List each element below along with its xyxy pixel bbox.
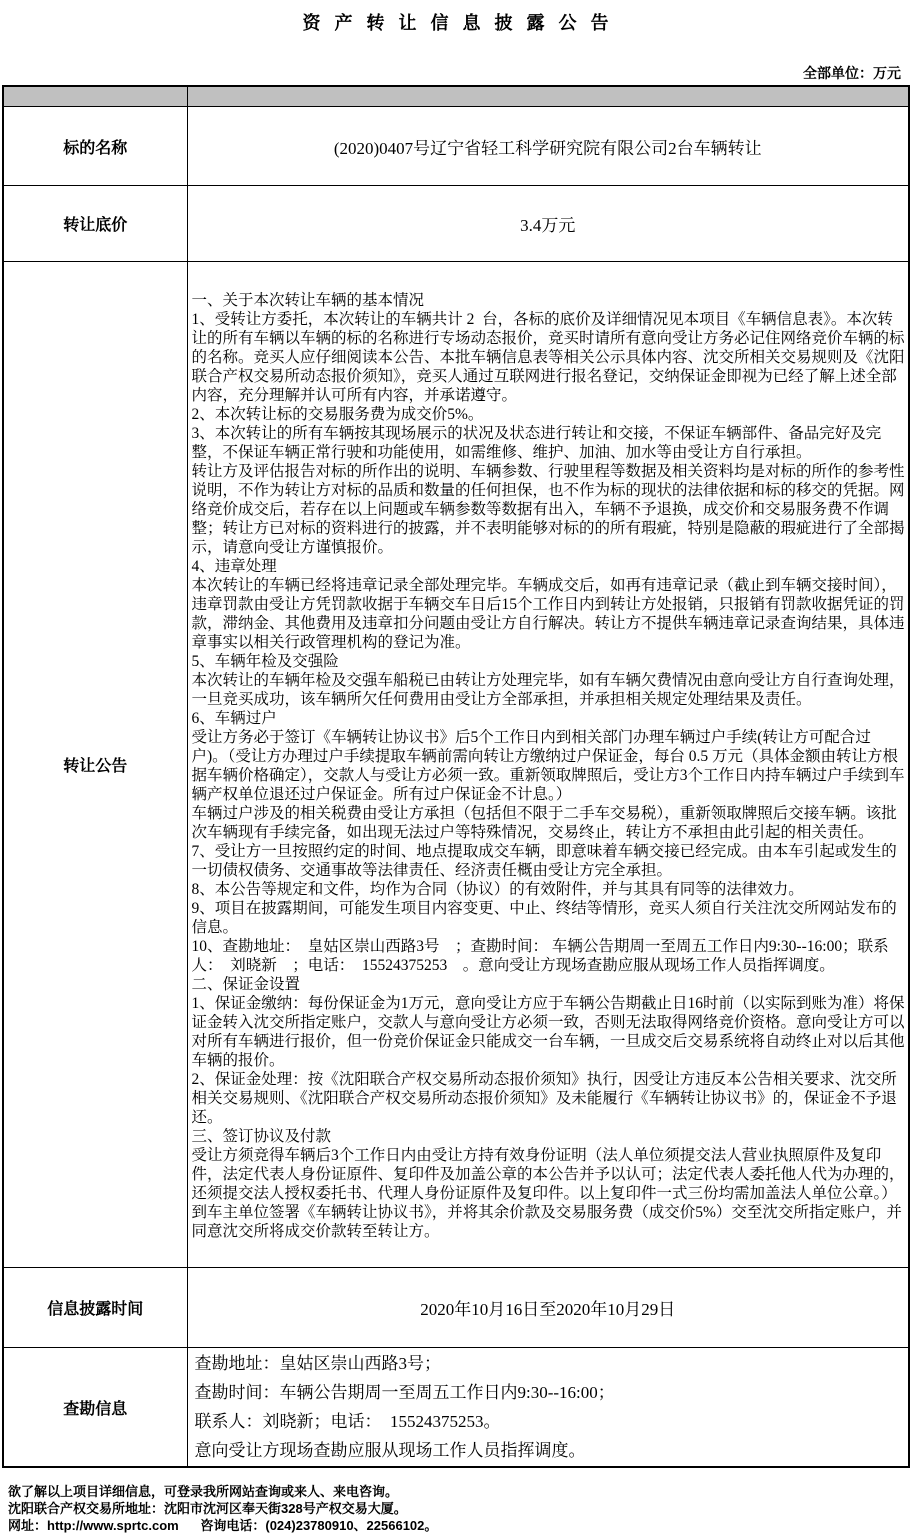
table-header-row <box>3 86 909 107</box>
page-footer <box>8 1483 911 1534</box>
footer-line-info: 欲了解以上项目详细信息，可登录我所网站查询或来人、来电咨询。 <box>8 1484 399 1499</box>
announcement-paragraph: 一、关于本次转让车辆的基本情况 <box>191 291 425 309</box>
row-subject-name <box>3 107 909 186</box>
row-survey-info <box>3 1348 909 1468</box>
survey-info-label: 查勘信息 <box>3 1348 187 1468</box>
announcement-paragraph: 4、违章处理 <box>191 557 277 575</box>
announcement-paragraph: 受让方务必于签订《车辆转让协议书》后5个工作日内到相关部门办理车辆过户手续(转让方可配合过户)。（受让方办理过户手续提取车辆前需向转让方缴纳过户保证金，每台 0.5 万元（具体金额由转让方根据车辆价格确定），交款人与受让方必须一致。重新领取牌照后，受让方3个工作日内持车辆过户手续到车辆产权单位退还过户保证金。所有过户保证金不计息。） <box>191 728 905 803</box>
announcement-paragraph: 2、本次转让标的交易服务费为成交价5%。 <box>191 405 484 423</box>
row-disclosure-period <box>3 1268 909 1348</box>
announcement-paragraph: 9、项目在披露期间，可能发生项目内容变更、中止、终结等情形，竞买人须自行关注沈交所网站发布的信息。 <box>191 899 897 936</box>
transfer-announcement-label: 转让公告 <box>3 262 187 1268</box>
subject-name-value: (2020)0407号辽宁省轻工科学研究院有限公司2台车辆转让 <box>187 107 909 186</box>
announcement-paragraph: 本次转让的车辆年检及交强车船税已由转让方处理完毕，如有车辆欠费情况由意向受让方自行查询处理，一旦竞买成功，该车辆所欠任何费用由受让方全部承担，并承担相关规定处理结果及责任。 <box>191 671 905 708</box>
survey-line-note: 意向受让方现场查勘应服从现场工作人员指挥调度。 <box>194 1441 586 1460</box>
row-transfer-announcement <box>3 262 909 1268</box>
announcement-paragraph: 5、车辆年检及交强险 <box>191 652 339 670</box>
announcement-paragraph: 1、受转让方委托，本次转让的车辆共计 2 台，各标的底价及详细情况见本项目《车辆信息表》。本次转让的所有车辆以车辆的标的名称进行专场动态报价，竞买时请所有意向受让方务必记住网络竞价车辆的标的名称。竞买人应仔细阅读本公告、本批车辆信息表等相关公示具体内容、沈交所相关交易规则及《沈阳联合产权交易所动态报价须知》，竞买人通过互联网进行报名登记，交纳保证金即视为已经了解上述全部内容，充分理解并认可所有内容，并承诺遵守。 <box>191 310 905 404</box>
announcement-paragraph: 2、保证金处理：按《沈阳联合产权交易所动态报价须知》执行，因受让方违反本公告相关要求、沈交所相关交易规则、《沈阳联合产权交易所动态报价须知》及未能履行《车辆转让协议书》的，保证金不予退还。 <box>191 1070 897 1126</box>
subject-name-label: 标的名称 <box>3 107 187 186</box>
announcement-paragraph: 本次转让的车辆已经将违章记录全部处理完毕。车辆成交后，如再有违章记录（截止到车辆交接时间），违章罚款由受让方凭罚款收据于车辆交车日后15个工作日内到转让方处报销，只报销有罚款收据凭证的罚款，滞纳金、其他费用及违章扣分问题由受让方自行解决。转让方不提供车辆违章记录查询结果，具体违章事实以相关行政管理机构的登记为准。 <box>191 576 905 651</box>
header-cell-empty-left <box>3 86 187 107</box>
base-price-label: 转让底价 <box>3 186 187 262</box>
survey-info-content <box>187 1348 909 1468</box>
announcement-paragraph: 6、车辆过户 <box>191 709 277 727</box>
announcement-paragraph: 三、签订协议及付款 <box>191 1127 332 1145</box>
announcement-paragraph: 7、受让方一旦按照约定的时间、地点提取成交车辆，即意味着车辆交接已经完成。由本车引起或发生的一切债权债务、交通事故等法律责任、经济责任概由受让方完全承担。 <box>191 842 897 879</box>
unit-note: 全部单位：万元 <box>803 65 901 81</box>
disclosure-period-label: 信息披露时间 <box>3 1268 187 1348</box>
page-title: 资产转让信息披露公告 <box>302 13 623 33</box>
announcement-paragraph: 3、本次转让的所有车辆按其现场展示的状况及状态进行转让和交接，不保证车辆部件、备品完好及完整，不保证车辆正常行驶和功能使用，如需维修、维护、加油、加水等由受让方自行承担。 <box>191 424 882 461</box>
announcement-paragraph: 车辆过户涉及的相关税费由受让方承担（包括但不限于二手车交易税），重新领取牌照后交接车辆。该批次车辆现有手续完备，如出现无法过户等特殊情况，交易终止，转让方不承担由此引起的相关责任。 <box>191 804 897 841</box>
survey-line-address: 查勘地址：皇姑区崇山西路3号； <box>194 1354 441 1373</box>
announcement-table <box>2 85 910 1468</box>
footer-line-website-phone: 网址：http://www.sprtc.com 咨询电话：(024)23780910、22566102。 <box>8 1518 438 1533</box>
announcement-text-block <box>188 289 909 1241</box>
announcement-paragraph: 8、本公告等规定和文件，均作为合同（协议）的有效附件，并与其具有同等的法律效力。 <box>191 880 804 898</box>
base-price-value: 3.4万元 <box>187 186 909 262</box>
survey-line-contact: 联系人：刘晓新；电话： 15524375253。 <box>194 1412 501 1431</box>
header-cell-empty-right <box>187 86 909 107</box>
survey-text-block <box>188 1349 909 1465</box>
announcement-paragraph: 二、保证金设置 <box>191 975 301 993</box>
survey-line-time: 查勘时间：车辆公告期周一至周五工作日内9:30--16:00； <box>194 1383 615 1402</box>
announcement-paragraph: 转让方及评估报告对标的所作出的说明、车辆参数、行驶里程等数据及相关资料均是对标的所作的参考性说明，不作为转让方对标的品质和数量的任何担保，也不作为标的现状的法律依据和标的移交的凭据。网络竞价成交后，若存在以上问题或车辆参数等数据有出入，车辆不予退换，成交价和交易服务费不作调整；转让方已对标的资料进行的披露，并不表明能够对标的的所有瑕疵，特别是隐蔽的瑕疵进行了全部揭示，请意向受让方谨慎报价。 <box>191 462 905 556</box>
row-base-price <box>3 186 909 262</box>
announcement-paragraph: 1、保证金缴纳：每份保证金为1万元，意向受让方应于车辆公告期截止日16时前（以实际到账为准）将保证金转入沈交所指定账户，交款人与意向受让方必须一致，否则无法取得网络竞价资格。意向受让方可以对所有车辆进行报价，但一份竞价保证金只能成交一台车辆，一旦成交后交易系统将自动终止对以后其他车辆的报价。 <box>191 994 905 1069</box>
footer-line-address: 沈阳联合产权交易所地址：沈阳市沈河区奉天街328号产权交易大厦。 <box>8 1501 407 1516</box>
transfer-announcement-content <box>187 262 909 1268</box>
announcement-paragraph: 受让方须竞得车辆后3个工作日内由受让方持有效身份证明（法人单位须提交法人营业执照原件及复印件，法定代表人身份证原件、复印件及加盖公章的本公告并予以认可；法定代表人委托他人代为办理的，还须提交法人授权委托书、代理人身份证原件及复印件。以上复印件一式三份均需加盖法人单位公章。）到车主单位签署《车辆转让协议书》，并将其余价款及交易服务费（成交价5%）交至沈交所指定账户，并同意沈交所将成交价款转至转让方。 <box>191 1146 905 1240</box>
disclosure-period-value: 2020年10月16日至2020年10月29日 <box>187 1268 909 1348</box>
announcement-paragraph: 10、查勘地址： 皇姑区崇山西路3号 ；查勘时间： 车辆公告期周一至周五工作日内9:30--16:00；联系人： 刘晓新 ；电话： 15524375253 。意向受让方现场查勘应服从现场工作人员指挥调度。 <box>191 937 889 974</box>
